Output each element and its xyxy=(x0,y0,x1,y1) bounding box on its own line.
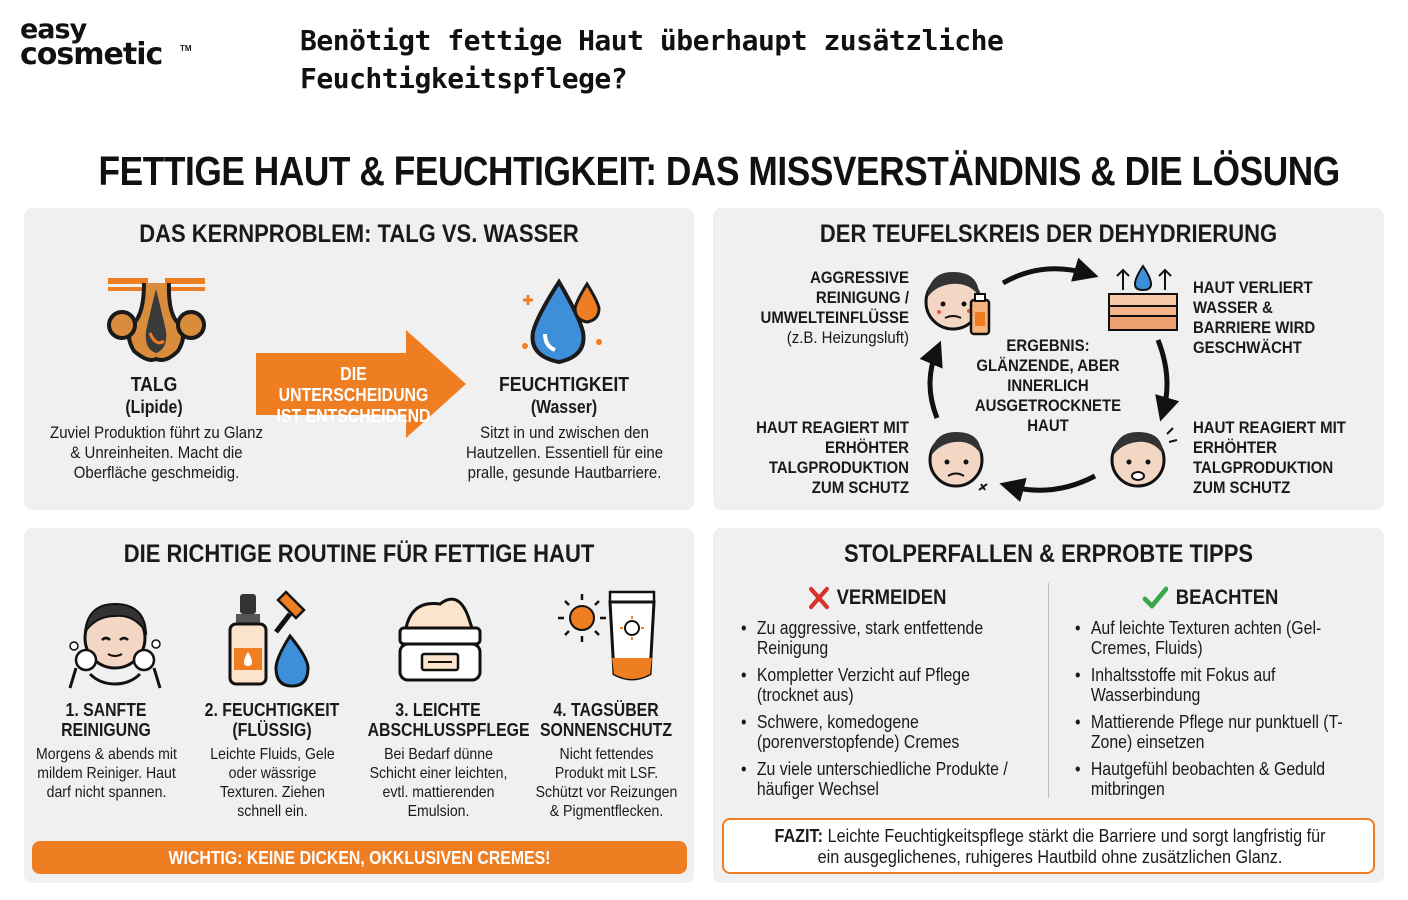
avoid-item: • Zu viele unterschiedliche Produkte / häufiger Wechsel xyxy=(741,759,1014,799)
decisive-arrow-label: DIE UNTERSCHEIDUNG IST ENTSCHEIDEND xyxy=(276,364,431,426)
do-item: • Inhaltsstoffe mit Fokus auf Wasserbindung xyxy=(1075,665,1352,705)
skin-layer-icon xyxy=(1109,266,1177,330)
cycle-arrow-top xyxy=(1003,269,1089,283)
cycle-title: DER TEUFELSKREIS DER DEHYDRIERUNG xyxy=(819,220,1278,248)
cross-icon xyxy=(808,586,829,610)
page-title: FETTIGE HAUT & FEUCHTIGKEIT: DAS MISSVERSTÄNDNIS & DIE LÖSUNG xyxy=(98,148,1340,194)
cycle-arrow-bottom xyxy=(1009,476,1095,490)
worried-face-icon-right xyxy=(1112,428,1177,486)
water-head: FEUCHTIGKEIT xyxy=(498,374,630,396)
avoid-item: • Schwere, komedogene (porenverstopfende) Cremes xyxy=(741,712,1014,752)
talg-heading xyxy=(66,374,242,418)
warning-text: WICHTIG: KEINE DICKEN, OKKLUSIVEN CREMES! xyxy=(168,848,551,868)
frowning-face-icon-left xyxy=(930,432,987,490)
avoid-heading xyxy=(808,586,946,610)
cream-jar-icon xyxy=(384,588,494,693)
cycle-step-sebum-left: HAUT REAGIERT MIT ERHÖHTER TALGPRODUKTION ZUM SCHUTZ xyxy=(756,418,909,497)
routine-step-4-text: Nicht fettendes Produkt mit LSF. Schützt vor Reizungen & Pigmentflecken. xyxy=(535,746,678,820)
do-heading xyxy=(1142,586,1278,610)
routine-step-2-text: Leichte Fluids, Gele oder wässrige Texturen. Ziehen schnell ein. xyxy=(210,746,335,820)
brand-tm: TM xyxy=(180,44,192,53)
serum-dropper-icon xyxy=(220,588,330,693)
routine-step-4-head: 4. TAGSÜBER SONNENSCHUTZ xyxy=(539,700,672,740)
cycle-step-cleansing-sub: (z.B. Heizungsluft) xyxy=(786,328,909,347)
avoid-list xyxy=(741,618,1014,806)
water-heading xyxy=(476,374,652,418)
fazit-label: FAZIT: xyxy=(774,826,824,846)
water-drop-icon xyxy=(517,276,607,368)
talg-sub: (Lipide) xyxy=(125,397,183,417)
do-item: • Mattierende Pflege nur punktuell (T-Zone) einsetzen xyxy=(1075,712,1352,752)
cycle-step-cleansing-text: AGGRESSIVE REINIGUNG / UMWELTEINFLÜSSE xyxy=(760,268,909,327)
routine-step-2-head: 2. FEUCHTIGKEIT (FLÜSSIG) xyxy=(204,700,340,740)
dehydration-cycle-panel xyxy=(713,208,1384,510)
fazit-text: Leichte Feuchtigkeitspflege stärkt die Barriere und sorgt langfristig für ein ausgeglichenes, ruhigeres Hautbild ohne zusätzlichen Glanz. xyxy=(817,826,1326,867)
page-question: Benötigt fettige Haut überhaupt zusätzliche Feuchtigkeitspflege? xyxy=(300,24,1004,95)
sunscreen-icon xyxy=(554,588,664,693)
talg-text: Zuviel Produktion führt zu Glanz & Unreinheiten. Macht die Oberfläche geschmeidig. xyxy=(50,423,263,482)
pore-icon xyxy=(104,273,209,363)
brand-line-1: easy xyxy=(20,14,87,45)
fazit-box xyxy=(722,818,1375,874)
core-problem-title: DAS KERNPROBLEM: TALG VS. WASSER xyxy=(139,220,579,248)
talg-head: TALG xyxy=(130,374,178,396)
do-list xyxy=(1075,618,1352,806)
cycle-arrow-left xyxy=(930,350,937,418)
water-text: Sitzt in und zwischen den Hautzellen. Essentiell für eine pralle, gesunde Hautbarriere. xyxy=(465,423,664,482)
do-title: BEACHTEN xyxy=(1175,586,1279,609)
cycle-arrow-right xyxy=(1158,340,1167,412)
tips-divider xyxy=(1048,583,1049,798)
routine-step-3-head: 3. LEICHTE ABSCHLUSSPFLEGE xyxy=(367,700,530,740)
brand-logo xyxy=(20,16,190,72)
core-problem-panel xyxy=(24,208,694,510)
avoid-title: VERMEIDEN xyxy=(836,586,947,609)
face-cleansing-icon xyxy=(60,588,170,693)
tips-title: STOLPERFALLEN & ERPROBTE TIPPS xyxy=(843,540,1254,568)
cycle-step-cleansing xyxy=(751,268,909,348)
routine-panel xyxy=(24,528,694,883)
irritated-face-icon xyxy=(926,272,989,334)
avoid-item: • Kompletter Verzicht auf Pflege (trocknet aus) xyxy=(741,665,1014,705)
do-item: • Hautgefühl beobachten & Geduld mitbringen xyxy=(1075,759,1352,799)
fazit-content xyxy=(767,826,1332,868)
cycle-result: ERGEBNIS: GLÄNZENDE, ABER INNERLICH AUSGETROCKNETE HAUT xyxy=(974,336,1122,435)
routine-step-3-text: Bei Bedarf dünne Schicht einer leichten, evtl. mattierenden Emulsion. xyxy=(369,746,508,820)
do-item: • Auf leichte Texturen achten (Gel-Cremes, Fluids) xyxy=(1075,618,1352,658)
brand-line-2: cosmetic xyxy=(20,37,163,72)
tips-panel xyxy=(713,528,1384,883)
check-icon xyxy=(1142,586,1168,610)
routine-step-1-text: Morgens & abends mit mildem Reiniger. Haut darf nicht spannen. xyxy=(36,746,177,801)
routine-title: DIE RICHTIGE ROUTINE FÜR FETTIGE HAUT xyxy=(123,540,595,568)
cycle-step-sebum-right: HAUT REAGIERT MIT ERHÖHTER TALGPRODUKTION ZUM SCHUTZ xyxy=(1193,418,1346,497)
avoid-item: • Zu aggressive, stark entfettende Reinigung xyxy=(741,618,1014,658)
water-sub: (Wasser) xyxy=(530,397,598,417)
routine-step-1-head: 1. SANFTE REINIGUNG xyxy=(61,700,151,740)
warning-banner xyxy=(32,841,687,874)
cycle-step-water-loss: HAUT VERLIERT WASSER & BARRIERE WIRD GESCHWÄCHT xyxy=(1193,278,1316,357)
